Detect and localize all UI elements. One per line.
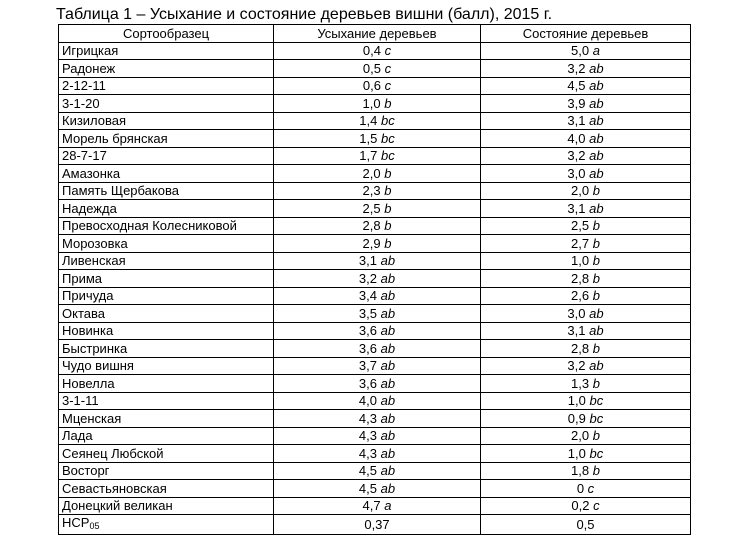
cell-state-value: 2,8	[571, 270, 590, 286]
cell-variety	[59, 322, 274, 340]
cell-drying-value: 0,5	[362, 60, 381, 76]
cell-state	[481, 322, 691, 340]
table-row	[59, 112, 691, 130]
cell-state-value: 1,0	[571, 253, 590, 269]
cell-drying-value: 2,3	[362, 183, 381, 199]
cell-drying	[274, 445, 481, 463]
cell-drying-significance-letter: ab	[380, 393, 396, 409]
variety-name: Мценская	[62, 410, 122, 426]
cell-drying-significance-letter: bc	[380, 113, 395, 129]
cell-state-value: 1,3	[571, 375, 590, 391]
cell-drying	[274, 252, 481, 270]
cell-variety	[59, 462, 274, 480]
table-row	[59, 165, 691, 183]
cell-drying-value: 0,4	[362, 43, 381, 59]
cell-drying-significance-letter: ab	[380, 428, 396, 444]
cell-state-significance-letter: b	[592, 463, 600, 479]
table-row	[59, 252, 691, 270]
cell-variety	[59, 305, 274, 323]
cell-drying	[274, 77, 481, 95]
cell-variety	[59, 375, 274, 393]
cell-drying-value: 2,8	[362, 218, 381, 234]
variety-name: Радонеж	[62, 60, 116, 76]
cell-drying-value: 3,6	[358, 323, 377, 339]
variety-name: Память Щербакова	[62, 183, 179, 199]
cell-state-value: 2,0	[571, 183, 590, 199]
cell-variety	[59, 130, 274, 148]
cell-drying-significance-letter: b	[384, 218, 392, 234]
cell-state	[481, 165, 691, 183]
cell-drying-significance-letter: ab	[380, 375, 396, 391]
cell-state-value: 4,0	[567, 130, 586, 146]
cell-state-significance-letter: a	[592, 43, 600, 59]
cell-drying-significance-letter: bc	[380, 130, 395, 146]
table-row	[59, 95, 691, 113]
variety-name: 28-7-17	[62, 148, 107, 164]
cell-drying	[274, 515, 481, 535]
cell-drying	[274, 480, 481, 498]
cell-state-value: 3,2	[567, 60, 586, 76]
cell-state-value: 0,2	[571, 498, 590, 514]
table-row	[59, 357, 691, 375]
cell-state	[481, 252, 691, 270]
variety-name: Сеянец Любской	[62, 445, 164, 461]
cell-drying	[274, 130, 481, 148]
cell-state-value: 1,0	[567, 445, 586, 461]
variety-name: Чудо вишня	[62, 358, 134, 374]
cell-drying-significance-letter: ab	[380, 463, 396, 479]
cell-drying-significance-letter: b	[384, 235, 392, 251]
cell-state-value: 1,8	[571, 463, 590, 479]
cell-drying-value: 2,5	[362, 200, 381, 216]
cell-state	[481, 375, 691, 393]
table-row	[59, 77, 691, 95]
variety-name: НСР	[62, 515, 90, 530]
cell-drying	[274, 95, 481, 113]
cell-state	[481, 340, 691, 358]
cell-drying-significance-letter: ab	[380, 445, 396, 461]
cell-state	[481, 287, 691, 305]
cell-drying-value: 4,5	[358, 480, 377, 496]
cell-state-value: 2,0	[571, 428, 590, 444]
variety-name: 2-12-11	[62, 78, 106, 94]
cell-state	[481, 445, 691, 463]
cell-variety	[59, 392, 274, 410]
cell-drying-significance-letter: a	[384, 498, 392, 514]
cell-drying	[274, 305, 481, 323]
cell-drying-value: 3,5	[358, 305, 377, 321]
variety-name: Надежда	[62, 200, 117, 216]
cell-drying-significance-letter: ab	[380, 410, 396, 426]
cell-drying-value: 2,0	[362, 165, 381, 181]
cell-state-value: 1,0	[567, 393, 586, 409]
cell-state-significance-letter: ab	[589, 323, 604, 339]
cell-variety	[59, 42, 274, 60]
cell-state	[481, 147, 691, 165]
cell-drying	[274, 217, 481, 235]
variety-name: Ливенская	[62, 253, 126, 269]
cell-state-value: 0	[576, 480, 585, 496]
table-row	[59, 497, 691, 515]
cell-drying	[274, 392, 481, 410]
variety-name: Кизиловая	[62, 113, 127, 129]
cell-drying	[274, 322, 481, 340]
cell-state-value: 2,8	[571, 340, 590, 356]
cell-variety	[59, 410, 274, 428]
cell-variety	[59, 287, 274, 305]
cell-variety	[59, 445, 274, 463]
table-row	[59, 200, 691, 218]
cell-state-value: 3,1	[567, 113, 586, 129]
cell-drying-significance-letter: c	[384, 60, 392, 76]
header-row	[59, 25, 691, 43]
cell-state	[481, 270, 691, 288]
cell-state-significance-letter: b	[592, 288, 600, 304]
cell-drying-value: 4,7	[362, 498, 381, 514]
column-header-drying: Усыхание деревьев	[274, 25, 481, 43]
cell-variety	[59, 182, 274, 200]
cell-state-value: 0,9	[567, 410, 586, 426]
cell-drying-value: 4,5	[358, 463, 377, 479]
cell-state-significance-letter: b	[592, 270, 600, 286]
table-row	[59, 305, 691, 323]
cell-state-significance-letter: b	[592, 340, 600, 356]
table-row	[59, 182, 691, 200]
cell-variety	[59, 200, 274, 218]
cell-drying	[274, 270, 481, 288]
variety-name: Амазонка	[62, 165, 121, 181]
table-row	[59, 130, 691, 148]
table-row	[59, 410, 691, 428]
column-header-state: Состояние деревьев	[481, 25, 691, 43]
variety-name: Прима	[62, 270, 103, 286]
cell-state	[481, 357, 691, 375]
table-row	[59, 147, 691, 165]
cell-state-significance-letter: c	[587, 480, 595, 496]
cell-state-significance-letter: ab	[589, 358, 604, 374]
cell-state-value: 2,5	[571, 218, 590, 234]
cell-state-significance-letter: b	[592, 218, 600, 234]
variety-name-subscript: 05	[89, 521, 100, 531]
table-row	[59, 375, 691, 393]
variety-name: Превосходная Колесниковой	[62, 218, 237, 234]
cell-drying-significance-letter: ab	[380, 253, 396, 269]
cell-drying	[274, 340, 481, 358]
cell-state	[481, 427, 691, 445]
cell-state-significance-letter: ab	[589, 95, 604, 111]
cell-drying-significance-letter: c	[384, 43, 392, 59]
cell-drying	[274, 462, 481, 480]
column-header-variety: Сортообразец	[59, 25, 274, 43]
data-table	[58, 24, 691, 535]
cell-state-significance-letter: ab	[589, 60, 604, 76]
variety-name: 3-1-20	[62, 95, 100, 111]
table-row	[59, 42, 691, 60]
table-row	[59, 462, 691, 480]
cell-drying-value: 4,3	[358, 445, 377, 461]
cell-drying	[274, 357, 481, 375]
cell-drying-value: 3,6	[358, 340, 377, 356]
cell-state	[481, 462, 691, 480]
cell-state	[481, 305, 691, 323]
cell-state-significance-letter: c	[593, 498, 600, 514]
cell-drying-significance-letter: c	[384, 78, 392, 94]
cell-drying-value: 1,0	[362, 95, 381, 111]
cell-variety	[59, 217, 274, 235]
cell-state-value: 3,0	[567, 305, 586, 321]
table-row	[59, 322, 691, 340]
variety-name: Севастьяновская	[62, 480, 167, 496]
cell-drying-value: 3,1	[358, 253, 377, 269]
cell-state-significance-letter: b	[592, 183, 600, 199]
cell-drying-value: 2,9	[362, 235, 381, 251]
cell-state	[481, 95, 691, 113]
cell-drying	[274, 165, 481, 183]
cell-drying-significance-letter: b	[384, 165, 392, 181]
cell-variety	[59, 112, 274, 130]
cell-state	[481, 42, 691, 60]
cell-variety	[59, 515, 274, 535]
cell-drying	[274, 147, 481, 165]
variety-name: Донецкий великан	[62, 498, 173, 514]
cell-state	[481, 235, 691, 253]
cell-state-value: 0,5	[576, 517, 595, 532]
cell-state-significance-letter: b	[592, 253, 600, 269]
cell-drying-significance-letter: b	[384, 183, 392, 199]
cell-state-significance-letter: b	[592, 375, 600, 391]
cell-variety	[59, 60, 274, 78]
cell-state-value: 5,0	[571, 43, 590, 59]
cell-drying	[274, 112, 481, 130]
cell-variety	[59, 357, 274, 375]
cell-state-significance-letter: ab	[589, 200, 604, 216]
variety-name: Восторг	[62, 463, 110, 479]
cell-state	[481, 480, 691, 498]
cell-state	[481, 410, 691, 428]
cell-state-value: 4,5	[567, 78, 586, 94]
cell-state	[481, 182, 691, 200]
cell-drying-value: 4,3	[358, 410, 377, 426]
cell-drying-value: 0,37	[364, 517, 390, 532]
table-row	[59, 217, 691, 235]
variety-name: Октава	[62, 305, 105, 321]
table-row	[59, 515, 691, 535]
table-row	[59, 480, 691, 498]
cell-drying-significance-letter: ab	[380, 323, 396, 339]
cell-state	[481, 112, 691, 130]
cell-state	[481, 497, 691, 515]
cell-drying-value: 3,2	[358, 270, 377, 286]
cell-drying-significance-letter: ab	[380, 480, 396, 496]
cell-drying-value: 4,3	[358, 428, 377, 444]
cell-state-significance-letter: ab	[589, 165, 604, 181]
cell-drying-value: 3,6	[358, 375, 377, 391]
table-row	[59, 427, 691, 445]
cell-state-value: 3,9	[567, 95, 586, 111]
cell-drying-value: 4,0	[358, 393, 377, 409]
cell-state-significance-letter: bc	[589, 410, 604, 426]
cell-drying	[274, 287, 481, 305]
cell-state-significance-letter: ab	[589, 78, 604, 94]
cell-drying-significance-letter: ab	[380, 270, 396, 286]
cell-drying-significance-letter: b	[384, 95, 392, 111]
cell-state	[481, 60, 691, 78]
cell-drying-significance-letter: ab	[380, 305, 396, 321]
cell-variety	[59, 95, 274, 113]
table-row	[59, 445, 691, 463]
cell-variety	[59, 270, 274, 288]
cell-drying	[274, 497, 481, 515]
cell-state-significance-letter: ab	[589, 305, 604, 321]
table-row	[59, 392, 691, 410]
variety-name: 3-1-11	[62, 393, 99, 409]
cell-drying	[274, 427, 481, 445]
cell-drying-significance-letter: ab	[380, 288, 396, 304]
cell-drying	[274, 42, 481, 60]
cell-state	[481, 217, 691, 235]
cell-state-significance-letter: ab	[589, 130, 604, 146]
table-row	[59, 235, 691, 253]
table-row	[59, 287, 691, 305]
variety-name: Лада	[62, 428, 93, 444]
cell-variety	[59, 427, 274, 445]
cell-state-value: 2,6	[571, 288, 590, 304]
cell-state	[481, 130, 691, 148]
variety-name: Новинка	[62, 323, 114, 339]
table-row	[59, 340, 691, 358]
table-row	[59, 60, 691, 78]
cell-drying-significance-letter: ab	[380, 358, 396, 374]
cell-variety	[59, 165, 274, 183]
cell-state-value: 3,2	[567, 148, 586, 164]
cell-drying-significance-letter: ab	[380, 340, 396, 356]
cell-state	[481, 515, 691, 535]
cell-state-significance-letter: bc	[589, 393, 604, 409]
cell-drying-value: 0,6	[362, 78, 381, 94]
cell-drying	[274, 200, 481, 218]
cell-state-value: 3,1	[567, 323, 586, 339]
table-row	[59, 270, 691, 288]
cell-drying	[274, 410, 481, 428]
variety-name: Быстринка	[62, 340, 128, 356]
cell-state-significance-letter: bc	[589, 445, 604, 461]
cell-variety	[59, 235, 274, 253]
cell-state-significance-letter: ab	[589, 148, 604, 164]
table-title: Таблица 1 – Усыхание и состояние деревьев вишни (балл), 2015 г.	[56, 6, 553, 23]
cell-drying	[274, 182, 481, 200]
table-body	[59, 42, 691, 535]
cell-drying-value: 1,5	[359, 130, 378, 146]
cell-state-significance-letter: b	[592, 235, 600, 251]
variety-name: Морель брянская	[62, 130, 168, 146]
cell-variety	[59, 77, 274, 95]
variety-name: Причуда	[62, 288, 114, 304]
variety-name: Морозовка	[62, 235, 128, 251]
cell-variety	[59, 147, 274, 165]
cell-state-significance-letter: b	[592, 428, 600, 444]
cell-variety	[59, 497, 274, 515]
cell-drying	[274, 60, 481, 78]
cell-drying	[274, 375, 481, 393]
cell-variety	[59, 252, 274, 270]
cell-state-significance-letter: ab	[589, 113, 604, 129]
cell-drying-value: 3,7	[358, 358, 377, 374]
cell-state	[481, 77, 691, 95]
cell-state-value: 3,0	[567, 165, 586, 181]
cell-drying	[274, 235, 481, 253]
cell-state	[481, 200, 691, 218]
cell-drying-value: 1,4	[359, 113, 378, 129]
cell-variety	[59, 340, 274, 358]
cell-drying-significance-letter: bc	[380, 148, 395, 164]
variety-name: Игрицкая	[62, 43, 119, 59]
cell-drying-value: 1,7	[359, 148, 378, 164]
cell-drying-significance-letter: b	[384, 200, 392, 216]
cell-state	[481, 392, 691, 410]
cell-state-value: 3,2	[567, 358, 586, 374]
cell-state-value: 2,7	[571, 235, 590, 251]
cell-drying-value: 3,4	[358, 288, 377, 304]
variety-name: Новелла	[62, 375, 115, 391]
cell-variety	[59, 480, 274, 498]
cell-state-value: 3,1	[567, 200, 586, 216]
